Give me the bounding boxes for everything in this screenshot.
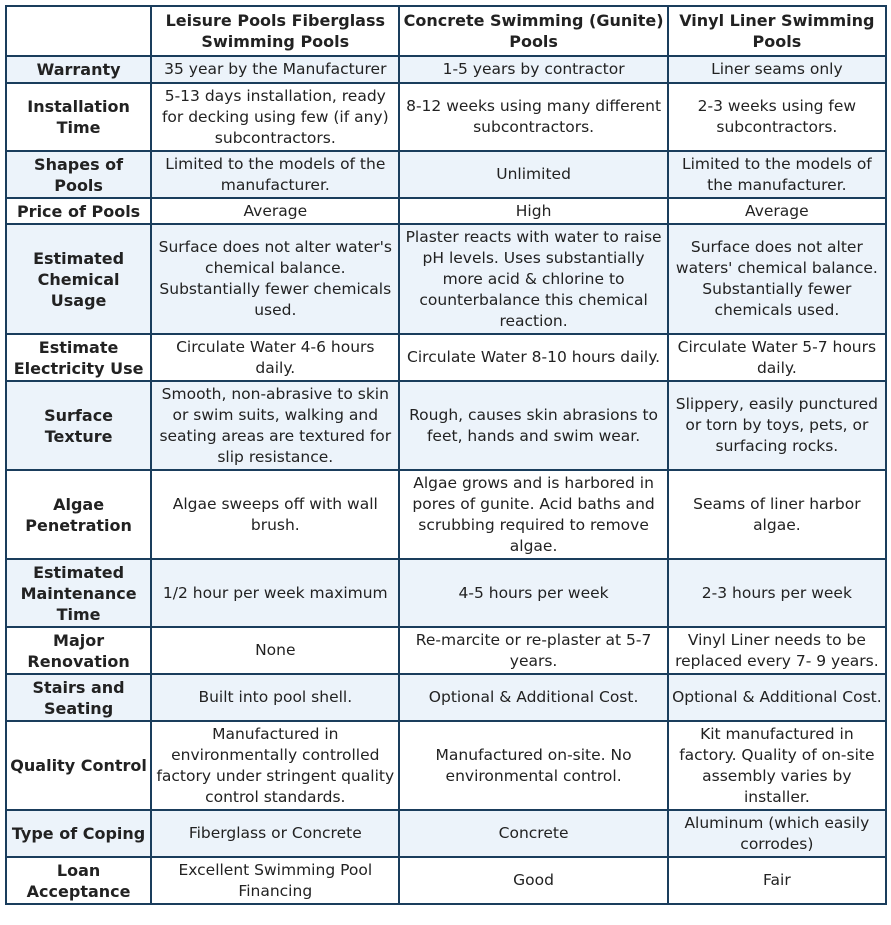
cell-fiberglass: Circulate Water 4-6 hours daily. [152,335,398,380]
cell-fiberglass: Algae sweeps off with wall brush. [152,471,398,558]
row-label: Estimated Maintenance Time [7,560,150,626]
cell-fiberglass: Smooth, non-abrasive to skin or swim suits, walking and seating areas are textured for slip resistance. [152,382,398,469]
row-estimated-maintenance-time [7,560,885,626]
cell-vinyl: Seams of liner harbor algae. [669,471,885,558]
cell-fiberglass: Average [152,199,398,223]
row-shapes-of-pools [7,152,885,197]
cell-vinyl: Circulate Water 5-7 hours daily. [669,335,885,380]
header-vinyl: Vinyl Liner Swimming Pools [669,7,885,55]
cell-vinyl: Limited to the models of the manufacturer. [669,152,885,197]
row-label: Shapes of Pools [7,152,150,197]
header-row [7,7,885,55]
cell-fiberglass: Surface does not alter water's chemical balance. Substantially fewer chemicals used. [152,225,398,333]
row-estimated-chemical-usage [7,225,885,333]
header-corner [7,7,150,55]
cell-vinyl: Fair [669,858,885,903]
cell-vinyl: Vinyl Liner needs to be replaced every 7- 9 years. [669,628,885,673]
row-label: Installation Time [7,84,150,150]
cell-concrete: Re-marcite or re-plaster at 5-7 years. [400,628,666,673]
row-label: Loan Acceptance [7,858,150,903]
cell-concrete: Rough, causes skin abrasions to feet, hands and swim wear. [400,382,666,469]
cell-fiberglass: None [152,628,398,673]
cell-concrete: 8-12 weeks using many different subcontractors. [400,84,666,150]
cell-concrete: Manufactured on-site. No environmental control. [400,722,666,809]
cell-vinyl: 2-3 weeks using few subcontractors. [669,84,885,150]
cell-concrete: 4-5 hours per week [400,560,666,626]
cell-fiberglass: Fiberglass or Concrete [152,811,398,856]
row-label: Price of Pools [7,199,150,223]
header-fiberglass: Leisure Pools Fiberglass Swimming Pools [152,7,398,55]
cell-vinyl: Liner seams only [669,57,885,82]
row-label: Estimated Chemical Usage [7,225,150,333]
row-label: Major Renovation [7,628,150,673]
cell-fiberglass: Manufactured in environmentally controlled factory under stringent quality control standards. [152,722,398,809]
cell-vinyl: Optional & Additional Cost. [669,675,885,720]
cell-concrete: High [400,199,666,223]
header-concrete: Concrete Swimming (Gunite) Pools [400,7,666,55]
row-surface-texture [7,382,885,469]
cell-fiberglass: Excellent Swimming Pool Financing [152,858,398,903]
row-label: Warranty [7,57,150,82]
cell-concrete: 1-5 years by contractor [400,57,666,82]
cell-fiberglass: 1/2 hour per week maximum [152,560,398,626]
cell-fiberglass: 5-13 days installation, ready for decking using few (if any) subcontractors. [152,84,398,150]
row-label: Estimate Electricity Use [7,335,150,380]
row-major-renovation [7,628,885,673]
cell-concrete: Good [400,858,666,903]
cell-vinyl: Surface does not alter waters' chemical balance. Substantially fewer chemicals used. [669,225,885,333]
cell-vinyl: Aluminum (which easily corrodes) [669,811,885,856]
cell-concrete: Optional & Additional Cost. [400,675,666,720]
pool-comparison-table [5,5,887,905]
row-price-of-pools [7,199,885,223]
row-label: Stairs and Seating [7,675,150,720]
cell-vinyl: Slippery, easily punctured or torn by toys, pets, or surfacing rocks. [669,382,885,469]
cell-concrete: Algae grows and is harbored in pores of gunite. Acid baths and scrubbing required to remove algae. [400,471,666,558]
row-algae-penetration [7,471,885,558]
row-loan-acceptance [7,858,885,903]
row-estimate-electricity-use [7,335,885,380]
row-stairs-and-seating [7,675,885,720]
cell-vinyl: Average [669,199,885,223]
cell-concrete: Plaster reacts with water to raise pH levels. Uses substantially more acid & chlorine to counterbalance this chemical reaction. [400,225,666,333]
cell-fiberglass: Built into pool shell. [152,675,398,720]
row-label: Algae Penetration [7,471,150,558]
cell-vinyl: 2-3 hours per week [669,560,885,626]
row-warranty [7,57,885,82]
cell-concrete: Unlimited [400,152,666,197]
row-label: Type of Coping [7,811,150,856]
cell-concrete: Concrete [400,811,666,856]
cell-vinyl: Kit manufactured in factory. Quality of on-site assembly varies by installer. [669,722,885,809]
row-label: Surface Texture [7,382,150,469]
cell-fiberglass: 35 year by the Manufacturer [152,57,398,82]
row-quality-control [7,722,885,809]
row-type-of-coping [7,811,885,856]
cell-concrete: Circulate Water 8-10 hours daily. [400,335,666,380]
row-installation-time [7,84,885,150]
cell-fiberglass: Limited to the models of the manufacturer. [152,152,398,197]
row-label: Quality Control [7,722,150,809]
